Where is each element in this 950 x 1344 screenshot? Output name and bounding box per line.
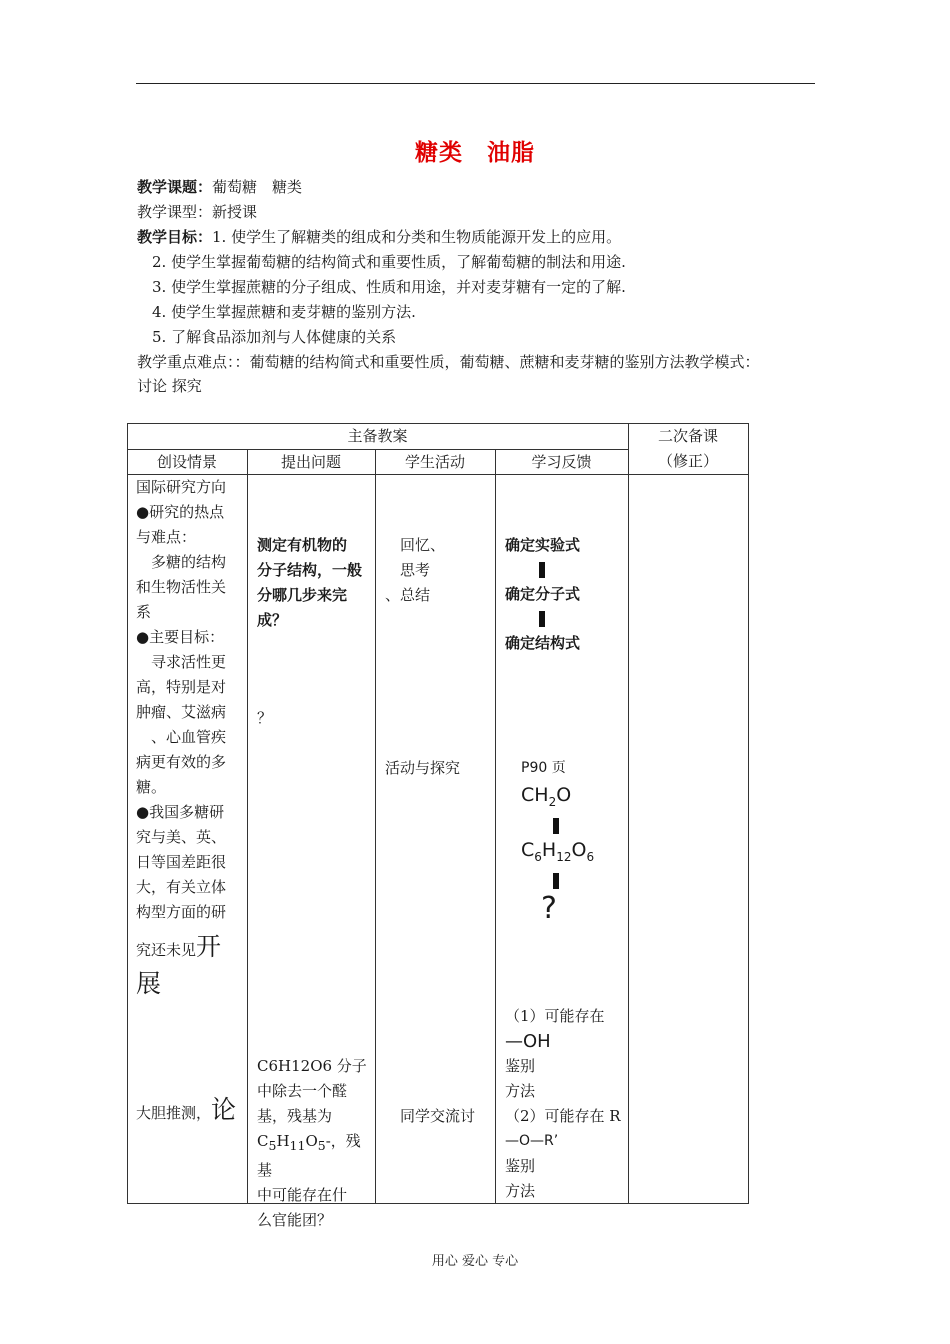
scenario-line: 、心血管疾 [136, 728, 227, 746]
table-border-bottom [127, 1203, 749, 1204]
goal-1: 1. 使学生了解糖类的组成和分类和生物质能源开发上的应用。 [212, 228, 622, 246]
formula-c6h12o6: $C_6H_{12}O_6$ [521, 838, 595, 864]
keypoints-line-1: 教学重点难点：：葡萄糖的结构简式和重要性质，葡萄糖、蔗糖和麦芽糖的鉴别方法教学模式： [137, 353, 760, 371]
question-text [257, 533, 375, 633]
scenario-line: 构型方面的研 [136, 903, 227, 921]
down-arrow-icon [539, 611, 545, 627]
scenario-line: ●主要目标： [136, 628, 225, 646]
question-line: 分哪几步来完 [257, 586, 348, 604]
formula-ch2o: $CH_2O$ [521, 784, 572, 809]
page-title: 糖类 油脂 [415, 140, 535, 166]
identify-label: 方法 [505, 1082, 536, 1100]
bold-guess [136, 1094, 246, 1129]
table-border-left [127, 423, 128, 1204]
question-line: 测定有机物的 [257, 536, 348, 554]
scenario-big-char: 开 [196, 932, 222, 961]
step-structural: 确定结构式 [505, 634, 581, 652]
scenario-line: ●我国多糖研 [136, 803, 225, 821]
recall-line: 思考 [385, 561, 431, 579]
scenario-line: 多糖的结构 [136, 553, 227, 571]
col-divider-4 [628, 423, 629, 1204]
scenario-text [136, 475, 246, 1002]
scenario-line-mixed [136, 931, 246, 966]
col-divider-1 [247, 449, 248, 1204]
lesson-table [127, 423, 749, 1229]
second-plan-title: 二次备课 [657, 427, 718, 445]
possible-group-2: （2）可能存在 R [505, 1107, 621, 1125]
possible-groups [505, 1004, 627, 1204]
residue-line: C6H12O6 分子 [257, 1057, 367, 1075]
scenario-line: 究与美、英、 [136, 828, 227, 846]
guess-text: 大胆推测， [136, 1104, 212, 1122]
down-arrow-icon [553, 818, 559, 834]
identify-label: 鉴别 [505, 1157, 536, 1175]
col-divider-2 [375, 449, 376, 1204]
scenario-big-char: 展 [136, 969, 162, 998]
topic-line [137, 177, 302, 197]
top-rule [136, 83, 815, 84]
second-plan-header [628, 426, 748, 471]
scenario-line: ●研究的热点 [136, 503, 225, 521]
identify-label: 方法 [505, 1182, 536, 1200]
col-divider-3 [495, 449, 496, 1204]
unknown-structure-mark: ? [541, 890, 557, 926]
col-header-question: 提出问题 [280, 453, 341, 471]
table-border-top [127, 423, 749, 424]
scenario-line: 和生物活性关 [136, 578, 227, 596]
topic-value: 葡萄糖 糖类 [212, 178, 303, 196]
scenario-line: 系 [136, 603, 152, 621]
goals-label: 教学目标： [137, 228, 213, 246]
main-plan-header: 主备教案 [347, 427, 408, 445]
formula-block [521, 756, 626, 927]
table-border-right [748, 423, 749, 1204]
keypoints-line-2: 讨论 探究 [137, 377, 202, 395]
residue-line: 中除去一个醛 [257, 1082, 348, 1100]
col-header-activity: 学生活动 [404, 453, 465, 471]
col-header-feedback: 学习反馈 [531, 453, 592, 471]
step-molecular: 确定分子式 [505, 585, 581, 603]
step-empirical: 确定实验式 [505, 536, 581, 554]
goal-3: 3. 使学生掌握蔗糖的分子组成、性质和用途，并对麦芽糖有一定的了解. [152, 278, 626, 296]
question-mark: ？ [257, 709, 273, 727]
residue-line: 么官能团？ [257, 1211, 333, 1229]
guess-big-char: 论 [211, 1095, 237, 1124]
type-line [137, 202, 257, 222]
recall-line: 、总结 [385, 586, 431, 604]
goal-5: 5. 了解食品添加剂与人体健康的关系 [152, 328, 397, 346]
identify-label: 鉴别 [505, 1057, 536, 1075]
hydroxyl-group: —OH [505, 1031, 551, 1052]
second-plan-subtitle: （修正） [657, 452, 718, 470]
residue-line: 基，残基为 [257, 1107, 333, 1125]
page-reference: P90 页 [521, 760, 566, 776]
scenario-line: 大，有关立体 [136, 878, 227, 896]
question-line: 成？ [257, 611, 288, 629]
page-footer: 用心 爱心 专心 [431, 1254, 519, 1269]
residue-formula-line: $C_5H_{11}O_5-$，残基 [257, 1132, 361, 1179]
residue-question [257, 1054, 375, 1233]
scenario-line: 国际研究方向 [136, 478, 227, 496]
goal-2: 2. 使学生掌握葡萄糖的结构简式和重要性质，了解葡萄糖的制法和用途. [152, 253, 626, 271]
structure-steps [505, 533, 627, 656]
type-value: 新授课 [212, 203, 258, 221]
ether-group: —O—R’ [505, 1133, 559, 1149]
type-label: 教学课型： [137, 203, 213, 221]
activity-explore: 活动与探究 [385, 759, 461, 777]
scenario-line: 与难点： [136, 528, 197, 546]
residue-line: 中可能存在什 [257, 1186, 348, 1204]
down-arrow-icon [553, 873, 559, 889]
topic-label: 教学课题： [137, 178, 213, 196]
col-header-scenario: 创设情景 [156, 453, 217, 471]
goal-4: 4. 使学生掌握蔗糖和麦芽糖的鉴别方法. [152, 303, 416, 321]
scenario-line: 高，特别是对 [136, 678, 227, 696]
scenario-line: 糖。 [136, 778, 167, 796]
question-line: 分子结构，一般 [257, 561, 363, 579]
recall-line: 回忆、 [385, 536, 446, 554]
scenario-small-text: 究还未见 [136, 941, 197, 959]
possible-group-1: （1）可能存在 [505, 1007, 605, 1025]
scenario-line: 日等国差距很 [136, 853, 227, 871]
scenario-line: 寻求活性更 [136, 653, 227, 671]
recall-text [385, 533, 495, 608]
table-header-rule [127, 449, 628, 450]
peer-discussion: 同学交流讨 [385, 1107, 476, 1125]
scenario-line: 肿瘤、艾滋病 [136, 703, 227, 721]
goal-line-1 [137, 227, 621, 247]
down-arrow-icon [539, 562, 545, 578]
scenario-line: 病更有效的多 [136, 753, 227, 771]
